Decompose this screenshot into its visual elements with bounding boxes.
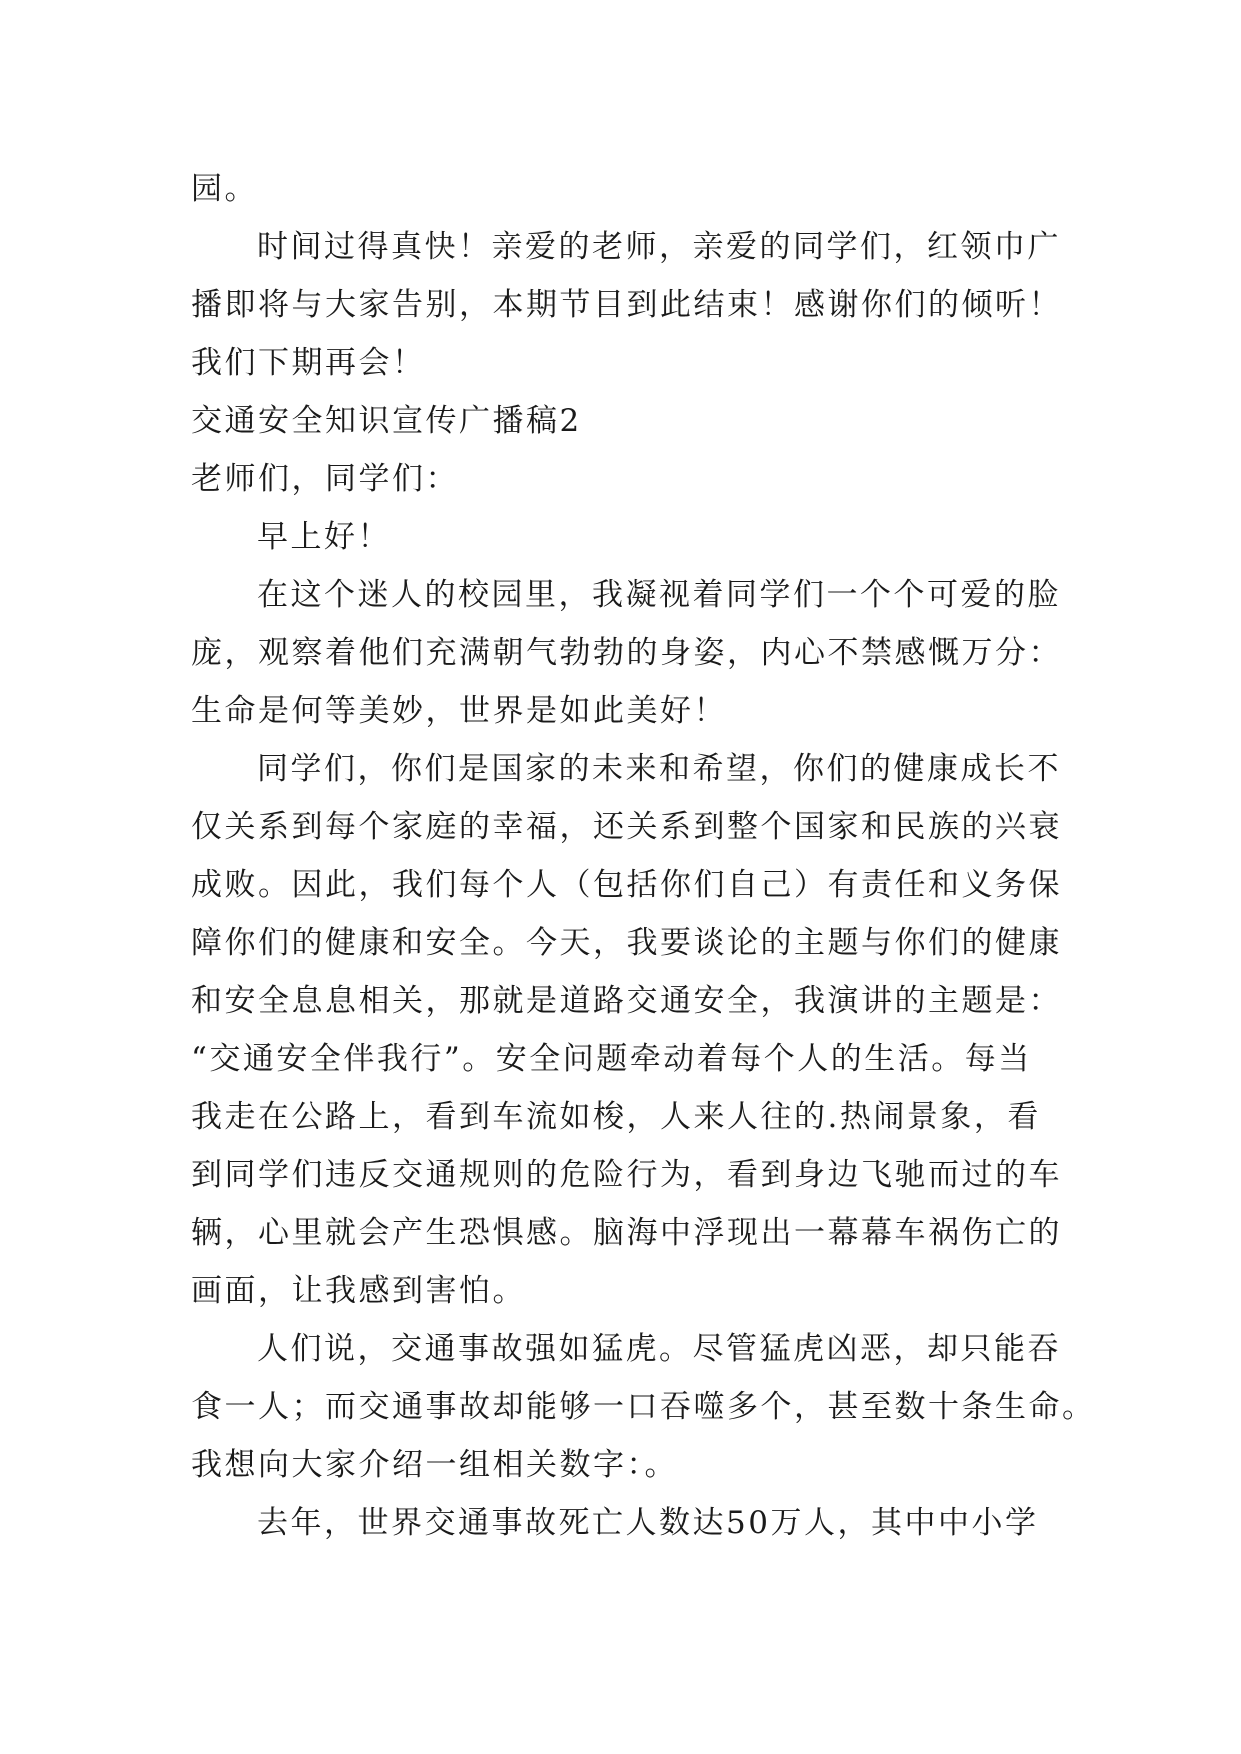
text-line: 仅关系到每个家庭的幸福，还关系到整个国家和民族的兴衰	[191, 809, 1062, 845]
paragraph-start-line: 人们说，交通事故强如猛虎。尽管猛虎凶恶，却只能吞	[257, 1331, 1061, 1367]
document-body	[191, 160, 1096, 1552]
paragraph-start-line: 同学们，你们是国家的未来和希望，你们的健康成长不	[257, 751, 1061, 787]
text-line: “交通安全伴我行”。安全问题牵动着每个人的生活。每当	[191, 1041, 1032, 1077]
text-line: 到同学们违反交通规则的危险行为，看到身边飞驰而过的车	[191, 1157, 1062, 1193]
text-line: 我们下期再会！	[191, 345, 426, 381]
text-line: 成败。因此，我们每个人（包括你们自己）有责任和义务保	[191, 867, 1062, 903]
text-line: 障你们的健康和安全。今天，我要谈论的主题与你们的健康	[191, 925, 1062, 961]
text-line: 辆，心里就会产生恐惧感。脑海中浮现出一幕幕车祸伤亡的	[191, 1215, 1062, 1251]
text-line: 画面，让我感到害怕。	[191, 1273, 526, 1309]
text-line: 庞，观察着他们充满朝气勃勃的身姿，内心不禁感慨万分：	[191, 635, 1062, 671]
text-line: 我走在公路上，看到车流如梭，人来人往的.热闹景象，看	[191, 1099, 1041, 1135]
section-title: 交通安全知识宣传广播稿2	[191, 403, 582, 439]
text-line: 食一人；而交通事故却能够一口吞噬多个，甚至数十条生命。	[191, 1389, 1096, 1425]
salutation: 老师们，同学们：	[191, 461, 459, 497]
paragraph-start-line: 时间过得真快！亲爱的老师，亲爱的同学们，红领巾广	[257, 229, 1061, 265]
paragraph-start-line: 在这个迷人的校园里，我凝视着同学们一个个可爱的脸	[257, 577, 1061, 613]
text-line: 园。	[191, 171, 258, 207]
text-line: 播即将与大家告别，本期节目到此结束！感谢你们的倾听！	[191, 287, 1062, 323]
text-line: 和安全息息相关，那就是道路交通安全，我演讲的主题是：	[191, 983, 1062, 1019]
greeting: 早上好！	[257, 519, 391, 555]
paragraph-start-line: 去年，世界交通事故死亡人数达50万人，其中中小学	[257, 1505, 1039, 1541]
text-line: 我想向大家介绍一组相关数字：。	[191, 1447, 678, 1483]
text-line: 生命是何等美妙，世界是如此美好！	[191, 693, 727, 729]
